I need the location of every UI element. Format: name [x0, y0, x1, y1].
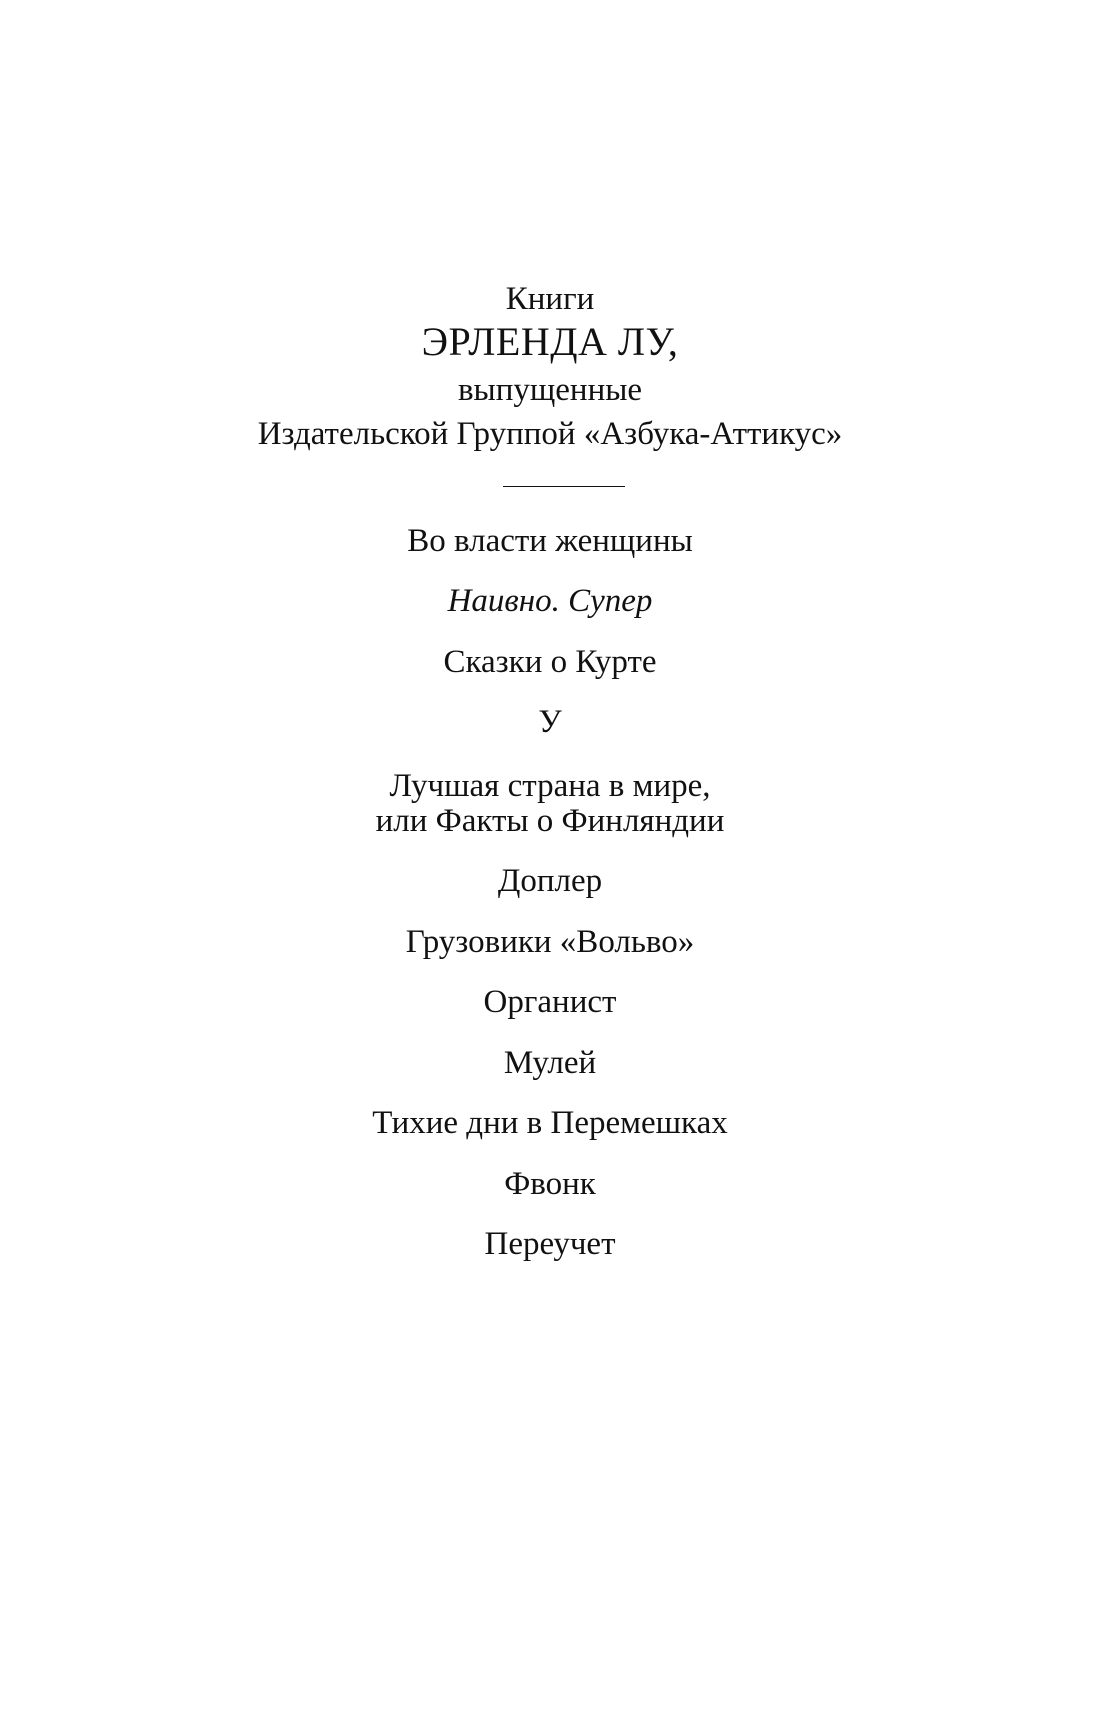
book-title: Сказки о Курте [443, 644, 657, 680]
divider-rule [503, 486, 625, 487]
book-title: У [538, 704, 562, 740]
book-title: Лучшая страна в мире, [389, 768, 711, 804]
book-title: Во власти женщины [407, 523, 693, 559]
book-title: Мулей [503, 1045, 597, 1081]
header-published-label: выпущенные [457, 372, 643, 408]
book-title: Наивно. Супер [447, 583, 653, 619]
book-title: Органист [483, 984, 617, 1020]
book-title: Фвонк [504, 1166, 596, 1202]
book-title: Доплер [497, 863, 603, 899]
book-title-continuation: или Факты о Финляндии [375, 803, 725, 839]
book-title: Тихие дни в Перемешках [372, 1105, 728, 1141]
book-title: Переучет [484, 1226, 616, 1262]
header-author-name: ЭРЛЕНДА ЛУ, [421, 319, 679, 364]
book-title: Грузовики «Вольво» [405, 924, 695, 960]
header-books-label: Книги [505, 281, 595, 317]
header-publisher: Издательской Группой «Азбука-Аттикус» [257, 416, 843, 452]
